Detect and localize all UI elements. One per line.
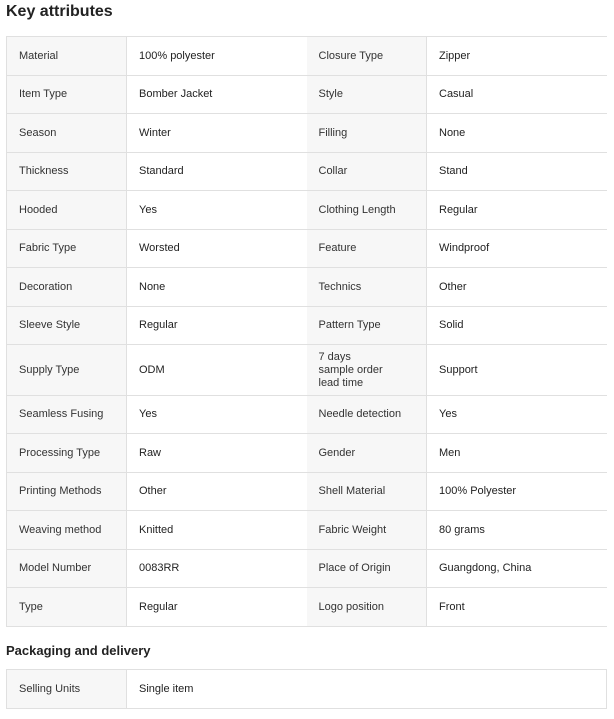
attribute-label: Decoration [7,268,127,307]
attribute-label: Collar [307,153,427,191]
attribute-value: Standard [127,153,307,191]
attribute-value: Regular [127,307,307,345]
attribute-label: Processing Type [7,434,127,473]
attribute-row [7,114,607,153]
attribute-row [7,153,607,191]
attribute-label: Technics [307,268,427,307]
attribute-label: Clothing Length [307,191,427,230]
attribute-label: Gender [307,434,427,473]
attribute-value: Knitted [127,511,307,550]
attribute-label: Season [7,114,127,153]
attribute-value: Regular [127,588,307,627]
attribute-value: 100% polyester [127,37,307,76]
attribute-label: Shell Material [307,473,427,511]
key-attributes-table [6,36,607,627]
packaging-table [6,669,607,709]
attribute-label: Logo position [307,588,427,627]
attribute-value: 100% Polyester [427,473,607,511]
attribute-label: Fabric Type [7,230,127,268]
attribute-row [7,230,607,268]
attribute-value: None [127,268,307,307]
attribute-label: 7 days sample order lead time [307,345,427,396]
attribute-row [7,511,607,550]
attribute-row [7,37,607,76]
attribute-value: Yes [127,191,307,230]
attribute-value: Raw [127,434,307,473]
attribute-label: Item Type [7,76,127,114]
attribute-row [7,268,607,307]
attribute-value: Stand [427,153,607,191]
attribute-label: Feature [307,230,427,268]
attribute-row [7,396,607,434]
attribute-value: Men [427,434,607,473]
attribute-value: Zipper [427,37,607,76]
attribute-row [7,473,607,511]
attribute-row [7,345,607,396]
attribute-label: Printing Methods [7,473,127,511]
attribute-label: Thickness [7,153,127,191]
attribute-row [7,307,607,345]
attribute-value: Yes [127,396,307,434]
attribute-row [7,76,607,114]
attribute-value: Guangdong, China [427,550,607,588]
attribute-label: Pattern Type [307,307,427,345]
attribute-label: Weaving method [7,511,127,550]
attribute-label: Style [307,76,427,114]
attribute-label: Closure Type [307,37,427,76]
attribute-row [7,434,607,473]
attribute-row [7,550,607,588]
attribute-value: Other [427,268,607,307]
attribute-label: Selling Units [7,670,127,709]
attribute-label: Fabric Weight [307,511,427,550]
attribute-value: Bomber Jacket [127,76,307,114]
attribute-value: Regular [427,191,607,230]
attribute-value: Single item [127,670,607,709]
attribute-label: Filling [307,114,427,153]
attribute-label: Model Number [7,550,127,588]
attribute-value: Front [427,588,607,627]
attribute-value: Winter [127,114,307,153]
packaging-heading: Packaging and delivery [6,643,151,658]
attribute-label: Place of Origin [307,550,427,588]
attribute-label: Hooded [7,191,127,230]
attribute-value: Yes [427,396,607,434]
attribute-row [7,670,607,709]
attribute-value: ODM [127,345,307,396]
key-attributes-heading: Key attributes [6,3,113,20]
attribute-value: Casual [427,76,607,114]
attribute-label: Supply Type [7,345,127,396]
attribute-label: Type [7,588,127,627]
attribute-value: Other [127,473,307,511]
attribute-label: Seamless Fusing [7,396,127,434]
attribute-value: 0083RR [127,550,307,588]
attribute-row [7,191,607,230]
attribute-value: 80 grams [427,511,607,550]
attribute-value: Windproof [427,230,607,268]
attribute-label: Needle detection [307,396,427,434]
attribute-value: None [427,114,607,153]
attribute-label: Sleeve Style [7,307,127,345]
attribute-label: Material [7,37,127,76]
attribute-value: Worsted [127,230,307,268]
attribute-value: Support [427,345,607,396]
attribute-value: Solid [427,307,607,345]
attribute-row [7,588,607,627]
